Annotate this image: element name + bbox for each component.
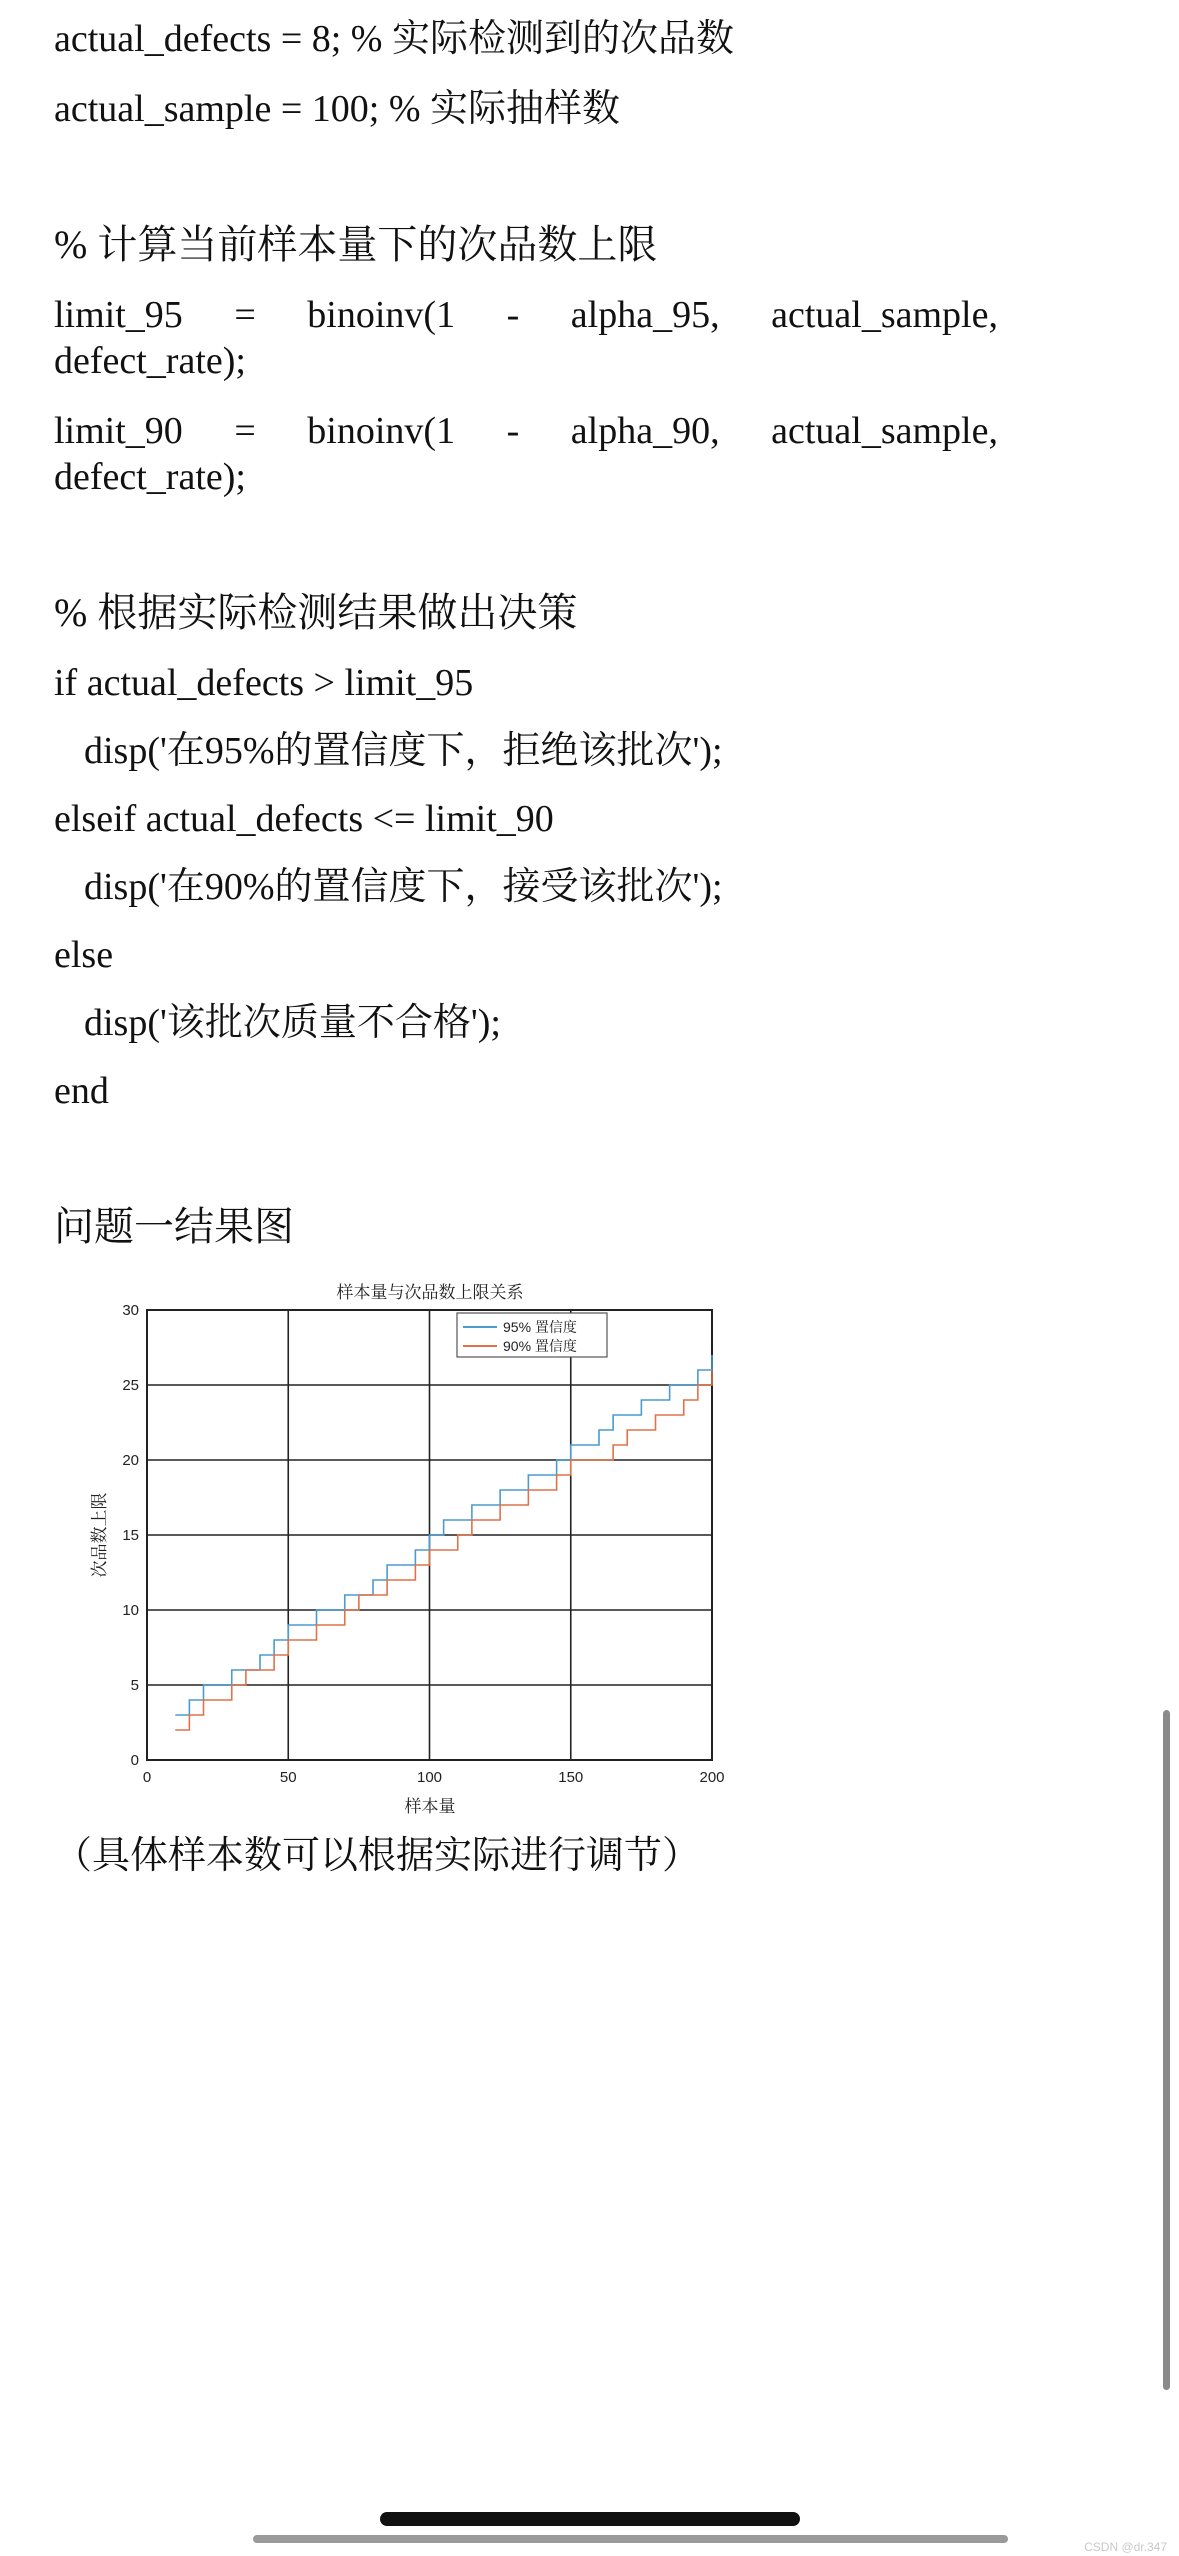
y-axis-label: 次品数上限: [90, 1492, 109, 1578]
section-heading: 问题一结果图: [54, 1204, 294, 1249]
y-tick-label: 15: [122, 1527, 139, 1544]
series-line-1: [175, 1370, 712, 1730]
token: binoinv(1: [307, 294, 456, 336]
y-tick-label: 20: [122, 1452, 139, 1469]
code-line-end: end: [54, 1070, 109, 1112]
code-line-actual-sample: actual_sample = 100; % 实际抽样数: [54, 88, 620, 130]
token: actual_sample,: [771, 410, 998, 452]
watermark: CSDN @dr.347: [1084, 2540, 1167, 2554]
code-line-limit95: [54, 292, 998, 338]
y-tick-label: 10: [122, 1602, 139, 1619]
token: =: [234, 410, 256, 452]
x-tick-label: 200: [699, 1769, 725, 1786]
result-chart: [85, 1280, 735, 1820]
figure-caption: （具体样本数可以根据实际进行调节）: [54, 1835, 701, 1877]
x-tick-label: 100: [416, 1769, 443, 1786]
chart-legend: [457, 1313, 607, 1357]
chart-series: [175, 1355, 712, 1730]
y-tick-label: 25: [122, 1377, 139, 1394]
token: actual_sample,: [771, 294, 998, 336]
token: -: [506, 294, 520, 336]
x-tick-label: 150: [558, 1769, 584, 1786]
code-line-limit90: [54, 408, 998, 454]
token: =: [234, 294, 256, 336]
legend-label-95: 95% 置信度: [503, 1319, 577, 1335]
code-line-actual-defects: actual_defects = 8; % 实际检测到的次品数: [54, 18, 734, 60]
token: alpha_90,: [570, 410, 720, 452]
code-comment-decision: % 根据实际检测结果做出决策: [54, 590, 578, 635]
code-line-else: else: [54, 934, 114, 976]
y-tick-label: 5: [130, 1677, 139, 1694]
x-axis-label: 样本量: [404, 1797, 456, 1816]
x-tick-label: 50: [279, 1769, 297, 1786]
y-tick-label: 0: [130, 1752, 139, 1769]
vertical-scrollbar[interactable]: [1163, 1710, 1170, 2390]
code-line-if: if actual_defects > limit_95: [54, 662, 474, 704]
token: limit_90: [54, 410, 183, 452]
code-comment-compute-limit: % 计算当前样本量下的次品数上限: [54, 222, 658, 267]
code-line-limit90-cont: defect_rate);: [54, 456, 246, 498]
horizontal-scrollbar[interactable]: [253, 2535, 1008, 2543]
token: alpha_95,: [570, 294, 720, 336]
token: -: [506, 410, 520, 452]
chart-title: 样本量与次品数上限关系: [336, 1283, 524, 1302]
token: limit_95: [54, 294, 183, 336]
code-line-disp-reject: disp('在95%的置信度下，拒绝该批次');: [84, 730, 723, 772]
chart-ticks: [122, 1302, 724, 1786]
x-tick-label: 0: [142, 1769, 152, 1786]
code-line-limit95-cont: defect_rate);: [54, 340, 246, 382]
home-indicator[interactable]: [380, 2512, 800, 2526]
y-tick-label: 30: [122, 1302, 139, 1319]
code-line-disp-accept: disp('在90%的置信度下，接受该批次');: [84, 866, 723, 908]
code-line-elseif: elseif actual_defects <= limit_90: [54, 798, 554, 840]
token: binoinv(1: [307, 410, 456, 452]
code-line-disp-fail: disp('该批次质量不合格');: [84, 1002, 501, 1044]
legend-label-90: 90% 置信度: [503, 1338, 577, 1354]
